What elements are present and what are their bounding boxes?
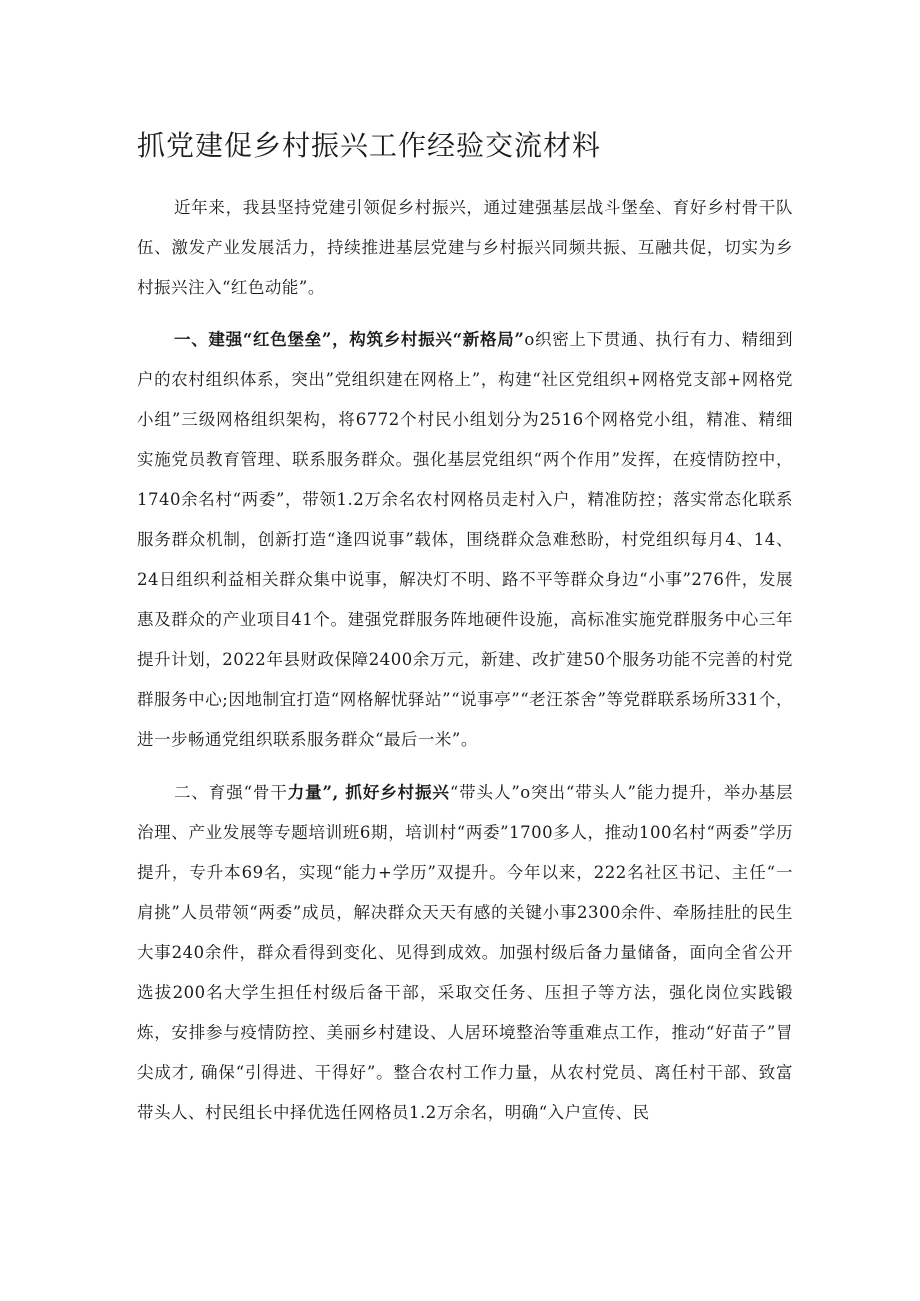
intro-paragraph: 近年来，我县坚持党建引领促乡村振兴，通过建强基层战斗堡垒、育好乡村骨干队伍、激发产业发展活力，持续推进基层党建与乡村振兴同频共振、互融共促，切实为乡村振兴注入“红色动能”。 (137, 198, 793, 297)
section-1-body: o织密上下贯通、执行有力、精细到户的农村组织体系，突出”党组织建在网格上”，构建“社区党组织+网格党支部+网格党小组”三级网格组织架构，将6772个村民小组划分为2516个网格党小组，精准、精细实施党员教育管理、联系服务群众。强化基层党组织“两个作用”发挥，在疫情防控中，1740余名村“两委”，带领1.2万余名农村网格员走村入户，精准防控；落实常态化联系服务群众机制，创新打造“逢四说事”载体，围绕群众急难愁盼，村党组织每月4、14、24日组织利益相关群众集中说事，解决灯不明、路不平等群众身边“小事”276件，发展惠及群众的产业项目41个。建强党群服务阵地硬件设施，高标准实施党群服务中心三年提升计划，2022年县财政保障2400余万元，新建、改扩建50个服务功能不完善的村党群服务中心;因地制宜打造“网格解忧驿站”“说事亭”“老汪茶舍”等党群联系场所331个，进一步畅通党组织联系服务群众“最后一米”。 (137, 330, 794, 749)
section-1-heading: 一、建强“红色堡垒”，构筑乡村振兴“新格局” (174, 330, 525, 349)
section-2-heading-part2: 力量”, 抓好乡村振兴 (287, 783, 450, 802)
section-2-paragraph (137, 773, 793, 1263)
section-1-paragraph (137, 320, 793, 760)
document-title: 抓党建促乡村振兴工作经验交流材料 (137, 129, 602, 162)
section-2-heading-part3: “带头人” (449, 783, 521, 802)
section-2-heading-part1: 二、育强“骨干 (174, 783, 288, 802)
section-2-body: o突出“带头人”能力提升，举办基层治理、产业发展等专题培训班6期，培训村“两委”1700多人，推动100名村“两委”学历提升，专升本69名，实现“能力+学历”双提升。今年以来，222名社区书记、主任“一肩挑”人员带领“两委”成员，解决群众天天有感的关键小事2300余件、牵肠挂肚的民生大事240余件，群众看得到变化、见得到成效。加强村级后备力量储备，面向全省公开选拔200名大学生担任村级后备干部，采取交任务、压担子等方法，强化岗位实践锻炼，安排参与疫情防控、美丽乡村建设、人居环境整治等重难点工作，推动“好苗子”冒尖成才, 确保“引得进、干得好”。整合农村工作力量，从农村党员、离任村干部、致富带头人、村民组长中择优选任网格员1.2万余名，明确“入户宣传、民 (137, 783, 793, 1122)
